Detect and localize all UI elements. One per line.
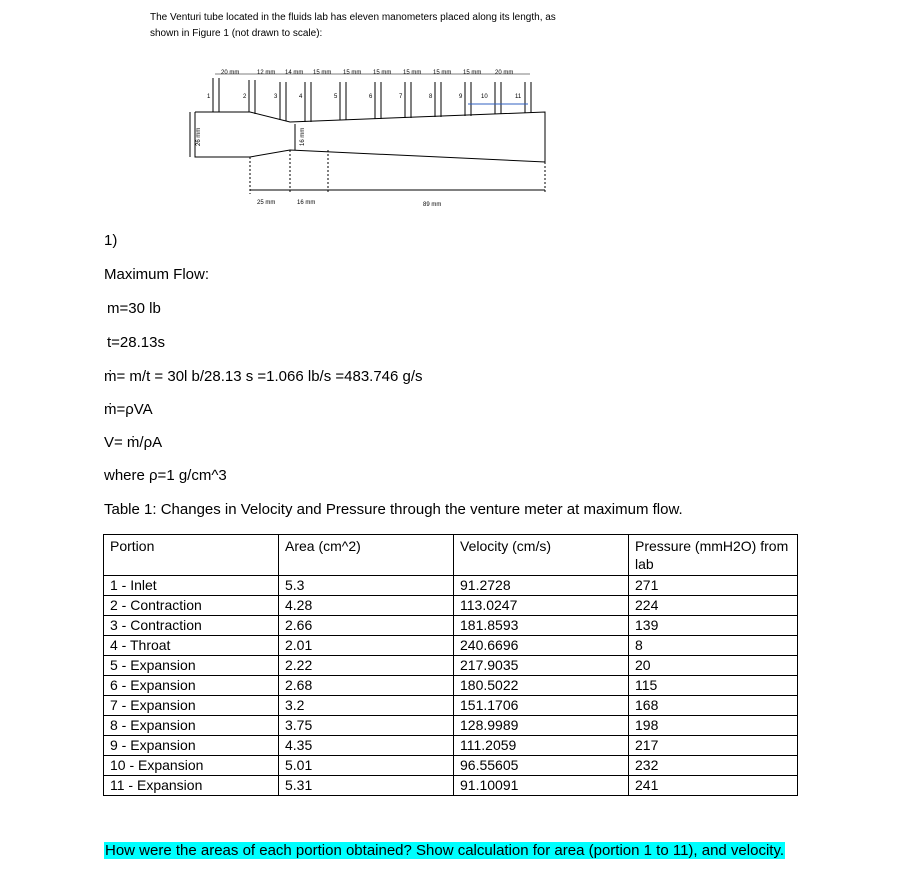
header-area: Area (cm^2)	[279, 535, 454, 576]
results-table	[103, 534, 798, 796]
table-row	[104, 576, 798, 596]
table-row	[104, 736, 798, 756]
cell-velocity: 91.10091	[454, 776, 629, 796]
top-dim-5: 15 mm	[343, 70, 362, 76]
cell-portion: 6 - Expansion	[104, 676, 279, 696]
table-caption: Table 1: Changes in Velocity and Pressure through the venture meter at maximum flow.	[104, 501, 683, 518]
cell-pressure: 198	[629, 716, 798, 736]
cell-velocity: 113.0247	[454, 596, 629, 616]
top-dim-3: 14 mm	[285, 70, 304, 76]
tube-number-7: 7	[399, 94, 403, 100]
cell-velocity: 111.2059	[454, 736, 629, 756]
cell-velocity: 181.8593	[454, 616, 629, 636]
top-dim-1: 20 mm	[221, 70, 240, 76]
cell-portion: 8 - Expansion	[104, 716, 279, 736]
cell-pressure: 115	[629, 676, 798, 696]
cell-velocity: 96.55605	[454, 756, 629, 776]
intro-line-1: The Venturi tube located in the fluids lab has eleven manometers placed along its length, as	[150, 12, 556, 23]
tube-number-5: 5	[334, 94, 338, 100]
tube-number-1: 1	[207, 94, 211, 100]
cell-portion: 4 - Throat	[104, 636, 279, 656]
intro-text	[150, 10, 670, 42]
tube-number-4: 4	[299, 94, 303, 100]
cell-portion: 3 - Contraction	[104, 616, 279, 636]
table-row	[104, 636, 798, 656]
cell-pressure: 217	[629, 736, 798, 756]
cell-portion: 1 - Inlet	[104, 576, 279, 596]
manometer-tubes	[213, 78, 531, 122]
tube-number-3: 3	[274, 94, 278, 100]
table-row	[104, 696, 798, 716]
cell-area: 4.35	[279, 736, 454, 756]
bottom-dim-2: 16 mm	[297, 200, 316, 206]
cell-pressure: 232	[629, 756, 798, 776]
cell-area: 5.3	[279, 576, 454, 596]
tube-number-9: 9	[459, 94, 463, 100]
mass-flow-formula: ṁ=ρVA	[104, 401, 153, 418]
cell-pressure: 271	[629, 576, 798, 596]
top-dim-10: 20 mm	[495, 70, 514, 76]
cell-area: 5.01	[279, 756, 454, 776]
cell-pressure: 139	[629, 616, 798, 636]
cell-velocity: 128.9989	[454, 716, 629, 736]
top-dim-8: 15 mm	[433, 70, 452, 76]
intro-line-2: shown in Figure 1 (not drawn to scale):	[150, 28, 323, 39]
cell-portion: 9 - Expansion	[104, 736, 279, 756]
cell-pressure: 224	[629, 596, 798, 616]
throat-diameter-label: 16 mm	[300, 127, 306, 146]
tube-number-6: 6	[369, 94, 373, 100]
tube-number-10: 10	[481, 94, 488, 100]
table-row	[104, 616, 798, 636]
cell-area: 3.2	[279, 696, 454, 716]
table-row	[104, 676, 798, 696]
cell-pressure: 8	[629, 636, 798, 656]
bottom-dim-1: 25 mm	[257, 200, 276, 206]
tube-number-8: 8	[429, 94, 433, 100]
table-row	[104, 756, 798, 776]
question-number: 1)	[104, 232, 118, 249]
cell-portion: 7 - Expansion	[104, 696, 279, 716]
cell-velocity: 217.9035	[454, 656, 629, 676]
top-dim-6: 15 mm	[373, 70, 392, 76]
cell-portion: 11 - Expansion	[104, 776, 279, 796]
header-pressure: Pressure (mmH2O) from lab	[629, 535, 798, 576]
bottom-dim-3: 89 mm	[423, 202, 442, 208]
cell-area: 2.66	[279, 616, 454, 636]
top-dim-2: 12 mm	[257, 70, 276, 76]
density-note: where ρ=1 g/cm^3	[104, 467, 227, 484]
table-row	[104, 656, 798, 676]
given-mass: m=30 lb	[107, 300, 161, 317]
cell-velocity: 91.2728	[454, 576, 629, 596]
top-dim-7: 15 mm	[403, 70, 422, 76]
cell-portion: 5 - Expansion	[104, 656, 279, 676]
venturi-figure	[185, 62, 565, 212]
mass-flow-rate: ṁ= m/t = 30l b/28.13 s =1.066 lb/s =483.746 g/s	[104, 368, 423, 385]
highlighted-question: How were the areas of each portion obtained? Show calculation for area (portion 1 to 11), and velocity.	[105, 842, 785, 859]
cell-area: 2.01	[279, 636, 454, 656]
tube-number-11: 11	[515, 94, 522, 100]
header-velocity: Velocity (cm/s)	[454, 535, 629, 576]
heading-maximum-flow: Maximum Flow:	[104, 266, 210, 283]
venturi-outline	[195, 112, 545, 162]
table-row	[104, 776, 798, 796]
cell-portion: 10 - Expansion	[104, 756, 279, 776]
cell-area: 2.68	[279, 676, 454, 696]
cell-area: 3.75	[279, 716, 454, 736]
cell-velocity: 240.6696	[454, 636, 629, 656]
cell-area: 5.31	[279, 776, 454, 796]
cell-velocity: 180.5022	[454, 676, 629, 696]
top-dim-4: 15 mm	[313, 70, 332, 76]
cell-pressure: 168	[629, 696, 798, 716]
velocity-formula: V= ṁ/ρA	[104, 434, 163, 451]
cell-velocity: 151.1706	[454, 696, 629, 716]
inlet-diameter-label: 26 mm	[196, 127, 202, 146]
cell-portion: 2 - Contraction	[104, 596, 279, 616]
cell-pressure: 20	[629, 656, 798, 676]
cell-area: 4.28	[279, 596, 454, 616]
tube-number-2: 2	[243, 94, 247, 100]
table-row	[104, 716, 798, 736]
given-time: t=28.13s	[107, 334, 165, 351]
cell-area: 2.22	[279, 656, 454, 676]
header-portion: Portion	[104, 535, 279, 576]
table-header-row	[104, 535, 798, 576]
top-dim-9: 15 mm	[463, 70, 482, 76]
table-row	[104, 596, 798, 616]
cell-pressure: 241	[629, 776, 798, 796]
